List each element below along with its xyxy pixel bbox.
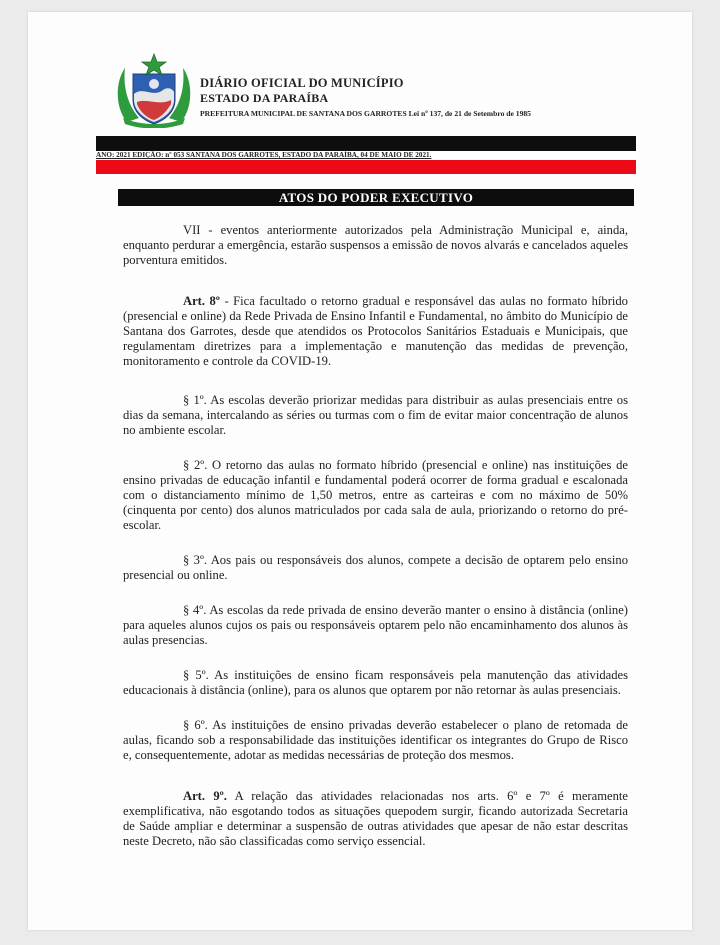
edition-red-bar (96, 160, 636, 174)
paragraph-s4: § 4º. As escolas da rede privada de ensino deverão manter o ensino à distância (online) para aqueles alunos cujos os pais ou responsáveis optarem pelo não encaminhamento dos alunos às aulas presencias. (123, 603, 628, 647)
section-title: ATOS DO PODER EXECUTIVO (118, 189, 634, 206)
edition-black-bar (96, 136, 636, 151)
paragraph-s5: § 5º. As instituições de ensino ficam responsáveis pela manutenção das atividades educacionais à distância (online), para os alunos que optarem por não retornar às aulas presenciais. (123, 668, 628, 697)
masthead-title: DIÁRIO OFICIAL DO MUNICÍPIO (200, 76, 404, 90)
document-page (28, 12, 692, 930)
edition-line: ANO: 2021 EDIÇÃO: nº 053 SANTANA DOS GARROTES, ESTADO DA PARAÍBA, 04 DE MAIO DE 2021. (96, 151, 636, 160)
masthead-state: ESTADO DA PARAÍBA (200, 91, 329, 105)
paragraph-s2: § 2º. O retorno das aulas no formato híbrido (presencial e online) nas instituições de ensino privadas de educação infantil e fundamental poderá ocorrer de forma gradual e escalonada com o distanciamento mínimo de 1,50 metros, entre as carteiras e com no máximo de 50% (cinquenta por cento) dos alunos matriculados por cada sala de aula, priorizando o retorno do pré-escolar. (123, 458, 628, 532)
article-9-text: A relação das atividades relacionadas nos arts. 6º e 7º é meramente exemplificativa, não esgotando todos as situações quepodem surgir, ficando autorizada Secretaria de Saúde ampliar e determinar a suspensão de outras atividades que apesar de não estar descritas neste Decreto, não são classificadas como serviço essencial. (123, 789, 628, 848)
document-body (123, 223, 628, 873)
masthead (200, 76, 531, 121)
masthead-prefeitura: PREFEITURA MUNICIPAL DE SANTANA DOS GARROTES Lei nº 137, de 21 de Setembro de 1985 (200, 109, 531, 118)
edition-banner (96, 136, 636, 174)
article-8-text: - Fica facultado o retorno gradual e responsável das aulas no formato híbrido (presencial e online) da Rede Privada de Ensino Infantil e Fundamental, no âmbito do Município de Santana dos Garrotes, desde que atendidos os Protocolos Sanitários Estaduais e Municipais, que regulamentam diretrizes para a implementação e manutenção das medidas de prevenção, monitoramento e controle da COVID-19. (123, 294, 628, 368)
article-9 (123, 789, 628, 849)
paragraph-s6: § 6º. As instituições de ensino privadas deverão estabelecer o plano de retomada de aulas, ficando sob a responsabilidade das instituições identificar os integrantes do Grupo de Risco e, consequentemente, adotar as medidas necessárias de proteção dos mesmos. (123, 718, 628, 762)
municipal-coat-of-arms-icon (113, 52, 195, 128)
article-9-label: Art. 9º. (183, 789, 227, 803)
paragraph-vii: VII - eventos anteriormente autorizados pela Administração Municipal e, ainda, enquanto perdurar a emergência, estarão suspensos a emissão de novos alvarás e cancelados aqueles porventura emitidos. (123, 223, 628, 267)
paragraph-s1: § 1º. As escolas deverão priorizar medidas para distribuir as aulas presenciais entre os dias da semana, intercalando as séries ou turmas com o fim de evitar maior concentração de alunos no ambiente escolar. (123, 393, 628, 437)
article-8 (123, 294, 628, 369)
article-8-label: Art. 8º (183, 294, 220, 308)
paragraph-s3: § 3º. Aos pais ou responsáveis dos alunos, compete a decisão de optarem pelo ensino presencial ou online. (123, 553, 628, 582)
